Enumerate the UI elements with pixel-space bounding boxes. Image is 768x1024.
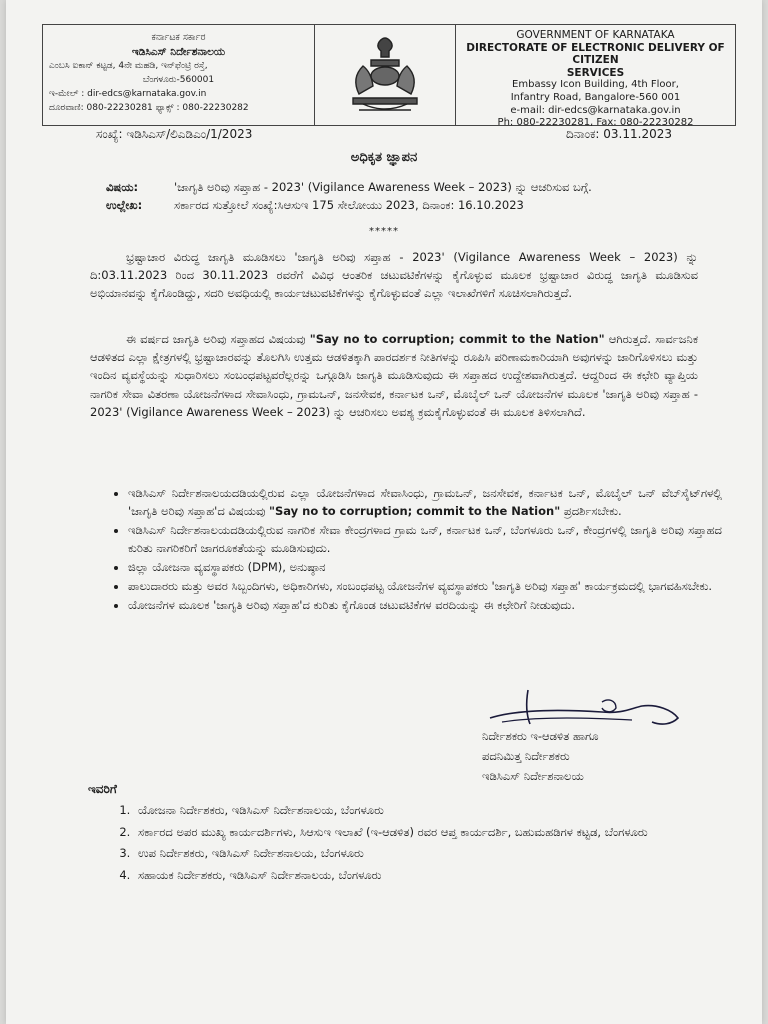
notice-title: ಅಧಿಕೃತ ಜ್ಞಾಪನ bbox=[350, 150, 418, 165]
signatory-office: ಇಡಿಸಿಎಸ್ ನಿರ್ದೇಶನಾಲಯ bbox=[482, 769, 584, 783]
signatory-block bbox=[482, 726, 599, 786]
subject-label: ವಿಷಯ: bbox=[106, 180, 139, 194]
english-address-line1: Embassy Icon Building, 4th Floor, bbox=[512, 79, 679, 91]
english-email: e-mail: dir-edcs@karnataka.gov.in bbox=[510, 104, 681, 116]
paragraph-2-theme: "Say no to corruption; commit to the Nation" bbox=[309, 332, 605, 346]
recipient-item: 2. ಸರ್ಕಾರದ ಅಪರ ಮುಖ್ಯ ಕಾರ್ಯದರ್ಶಿಗಳು, ಸಿಆಸುಇ ಇಲಾಖೆ (ಇ-ಆಡಳಿತ) ರವರ ಆಪ್ತ ಕಾರ್ಯದರ್ಶಿ, ಬಹುಮಹಡಿಗಳ ಕಟ್ಟಡ, ಬೆಂಗಳೂರು bbox=[134, 822, 734, 844]
english-phone: Ph: 080-22230281, Fax: 080-22230282 bbox=[497, 117, 694, 129]
instruction-text: ಇಡಿಸಿಎಸ್ ನಿರ್ದೇಶನಾಲಯದಡಿಯಲ್ಲಿರುವ ನಾಗರಿಕ ಸೇವಾ ಕೇಂದ್ರಗಳಾದ ಗ್ರಾಮ ಒನ್, ಕರ್ನಾಟಕ ಒನ್, ಬೆಂಗಳೂರು ಒನ್, ಕೇಂದ್ರಗಳಲ್ಲಿ ಜಾಗೃತಿ ಅರಿವು ಸಪ್ತಾಹದ ಕುರಿತು ನಾಗರಿಕರಿಗೆ ಜಾಗರೂಕತೆಯನ್ನು ಮೂಡಿಸುವುದು. bbox=[128, 523, 722, 555]
kannada-email: ಇ-ಮೇಲ್ : dir-edcs@karnataka.gov.in bbox=[49, 89, 207, 99]
instruction-item bbox=[128, 521, 722, 557]
letterhead bbox=[42, 24, 736, 129]
recipient-item: 1. ಯೋಜನಾ ನಿರ್ದೇಶಕರು, ಇಡಿಸಿಎಸ್ ನಿರ್ದೇಶನಾಲಯ, ಬೆಂಗಳೂರು bbox=[134, 800, 734, 822]
instruction-text: ಯೋಜನೆಗಳ ಮೂಲಕ 'ಜಾಗೃತಿ ಅರಿವು ಸಪ್ತಾಹ'ದ ಕುರಿತು ಕೈಗೊಂಡ ಚಟುವಟಿಕೆಗಳ ವರದಿಯನ್ನು ಈ ಕಛೇರಿಗೆ ನೀಡುವುದು. bbox=[128, 598, 575, 612]
instruction-item bbox=[128, 577, 722, 595]
kannada-address-line1: ಎಂಬಸಿ ಐಕಾನ್ ಕಟ್ಟಡ, 4ನೇ ಮಹಡಿ, ಇನ್‌ಫೆಂಟ್ರಿ ರಸ್ತೆ, bbox=[49, 61, 208, 71]
document-page bbox=[6, 0, 762, 1024]
instruction-item bbox=[128, 484, 722, 520]
instruction-text: ಪಾಲುದಾರರು ಮತ್ತು ಅವರ ಸಿಬ್ಬಂದಿಗಳು, ಅಧಿಕಾರಿಗಳು, ಸಂಬಂಧಪಟ್ಟ ಯೋಜನೆಗಳ ವ್ಯವಸ್ಥಾಪಕರು 'ಜಾಗೃತಿ ಅರಿವು ಸಪ್ತಾಹ' ಕಾರ್ಯಕ್ರಮದಲ್ಲಿ ಭಾಗವಹಿಸಬೇಕು. bbox=[128, 579, 713, 593]
recipients-list bbox=[106, 800, 734, 886]
reference-text: ಸರ್ಕಾರದ ಸುತ್ತೋಲೆ ಸಂಖ್ಯೆ:ಸಿಆಸುಇ 175 ಸೇಲೋಯು 2023, ದಿನಾಂಕ: 16.10.2023 bbox=[174, 198, 524, 212]
kannada-address-line2: ಬೆಂಗಳೂರು-560001 bbox=[142, 75, 215, 85]
english-dept-name-line2: SERVICES bbox=[566, 66, 625, 79]
kannada-phone: ದೂರವಾಣಿ: 080-22230281 ಫ್ಯಾಕ್ಸ್ : 080-22230282 bbox=[49, 103, 249, 113]
section-divider-stars: ***** bbox=[369, 226, 399, 237]
emblem-icon bbox=[339, 32, 431, 118]
kannada-gov-name: ಕರ್ನಾಟಕ ಸರ್ಕಾರ bbox=[151, 32, 206, 43]
document-date: ದಿನಾಂಕ: 03.11.2023 bbox=[566, 127, 672, 141]
instruction-theme: "Say no to corruption; commit to the Nation" bbox=[269, 504, 561, 518]
letterhead-kannada bbox=[43, 25, 315, 125]
paragraph-2 bbox=[90, 330, 698, 421]
subject-text: 'ಜಾಗೃತಿ ಅರಿವು ಸಪ್ತಾಹ - 2023' (Vigilance Awareness Week – 2023) ನ್ನು ಆಚರಿಸುವ ಬಗ್ಗೆ. bbox=[174, 180, 592, 194]
instruction-text: ಇಡಿಸಿಎಸ್ ನಿರ್ದೇಶನಾಲಯದಡಿಯಲ್ಲಿರುವ ಎಲ್ಲಾ ಯೋಜನೆಗಳಾದ ಸೇವಾಸಿಂಧು, ಗ್ರಾಮಒನ್, ಜನಸೇವಕ, ಕರ್ನಾಟಕ ಒನ್, ಮೊಬೈಲ್ ಒನ್ ವೆಬ್‌ಸೈಟ್‌ಗಳಲ್ಲಿ 'ಜಾಗೃತಿ ಅರಿವು ಸಪ್ತಾಹ'ದ ವಿಷಯವು bbox=[128, 486, 722, 518]
english-gov-name: GOVERNMENT OF KARNATAKA bbox=[516, 29, 675, 41]
paragraph-1: ಭ್ರಷ್ಟಾಚಾರ ವಿರುದ್ಧ ಜಾಗೃತಿ ಮೂಡಿಸಲು 'ಜಾಗೃತಿ ಅರಿವು ಸಪ್ತಾಹ - 2023' (Vigilance Awareness Week – 2023) ನ್ನು ದಿ:03.11.2023 ರಿಂದ 30.11.2023 ರವರೆಗೆ ವಿವಿಧ ಆಂತರಿಕ ಚಟುವಟಿಕೆಗಳನ್ನು ಕೈಗೊಳ್ಳುವ ಮೂಲಕ ಭ್ರಷ್ಟಾಚಾರ ವಿರುದ್ಧ ಜಾಗೃತಿ ಮೂಡಿಸುವ ಅಭಿಯಾನವನ್ನು ಕೈಗೊಂಡಿದ್ದು, ಸದರಿ ಅವಧಿಯಲ್ಲಿ ಕಾರ್ಯಚಟುವಟಿಕೆಗಳನ್ನು ಕೈಗೊಳ್ಳುವಂತೆ ಎಲ್ಲಾ ಇಲಾಖೆಗಳಿಗೆ ಸೂಚಿಸಲಾಗಿರುತ್ತದೆ. bbox=[90, 250, 698, 301]
reference-label: ಉಲ್ಲೇಖ: bbox=[106, 198, 143, 212]
paragraph-2-text-a: ಈ ವರ್ಷದ ಜಾಗೃತಿ ಅರಿವು ಸಪ್ತಾಹದ ವಿಷಯವು bbox=[126, 332, 310, 346]
english-address-line2: Infantry Road, Bangalore-560 001 bbox=[510, 91, 681, 103]
reference-number: ಸಂಖ್ಯೆ: ಇಡಿಸಿಎಸ್/ಲಿಎಡಿಎಂ/1/2023 bbox=[96, 127, 253, 141]
paragraph-2-text-b: ಆಗಿರುತ್ತದೆ. ಸಾರ್ವಜನಿಕ ಆಡಳಿತದ ಎಲ್ಲಾ ಕ್ಷೇತ್ರಗಳಲ್ಲಿ ಭ್ರಷ್ಟಾಚಾರವನ್ನು ತೊಲಗಿಸಿ ಉತ್ತಮ ಆಡಳಿತಕ್ಕಾಗಿ ಪಾರದರ್ಶಕ ನೀತಿಗಳನ್ನು ರೂಪಿಸಿ ಪರಿಣಾಮಕಾರಿಯಾಗಿ ಅವುಗಳನ್ನು ಜಾರಿಗೊಳಿಸಲು ಮತ್ತು ಇಂದಿನ ವ್ಯವಸ್ಥೆಯನ್ನು ಸುಧಾರಿಸಲು ಸಂಬಂಧಪಟ್ಟವರೆಲ್ಲರನ್ನು ಒಗ್ಗೂಡಿಸಿ ಜಾಗೃತಿ ಮೂಡಿಸುವುದು ಈ ಸಪ್ತಾಹದ ಉದ್ದೇಶವಾಗಿರುತ್ತದೆ. ಆದ್ದರಿಂದ ಈ ಕಛೇರಿ ವ್ಯಾಪ್ತಿಯ ನಾಗರಿಕ ಸೇವಾ ವಿತರಣಾ ಯೋಜನೆಗಳಾದ ಸೇವಾಸಿಂಧು, ಗ್ರಾಮಒನ್, ಜನಸೇವಕ, ಕರ್ನಾಟಕ ಒನ್, ಮೊಬೈಲ್ ಒನ್ ಯೋಜನೆಗಳ ಮೂಲಕ 'ಜಾಗೃತಿ ಅರಿವು ಸಪ್ತಾಹ - 2023' (Vigilance Awareness Week – 2023) ನ್ನು ಆಚರಿಸಲು ಅವಶ್ಯ ಕ್ರಮಕೈಗೊಳ್ಳುವಂತೆ ಈ ಮೂಲಕ ತಿಳಿಸಲಾಗಿದೆ. bbox=[90, 332, 698, 419]
recipient-item: 3. ಉಪ ನಿರ್ದೇಶಕರು, ಇಡಿಸಿಎಸ್ ನಿರ್ದೇಶನಾಲಯ, ಬೆಂಗಳೂರು bbox=[134, 843, 734, 865]
state-emblem bbox=[315, 25, 456, 125]
instruction-item bbox=[128, 596, 722, 614]
english-dept-name-line1: DIRECTORATE OF ELECTRONIC DELIVERY OF CITIZEN bbox=[466, 41, 725, 67]
instruction-item bbox=[128, 558, 722, 576]
recipients-label: ಇವರಿಗೆ bbox=[88, 782, 117, 796]
instruction-text-tail: ಪ್ರದರ್ಶಿಸಬೇಕು. bbox=[560, 504, 622, 518]
kannada-dept-name: ಇಡಿಸಿಎಸ್ ನಿರ್ದೇಶನಾಲಯ bbox=[131, 46, 226, 58]
subject-block bbox=[106, 178, 676, 214]
signatory-title-1: ನಿರ್ದೇಶಕರು ಇ-ಆಡಳಿತ ಹಾಗೂ bbox=[482, 729, 599, 743]
recipient-item: 4. ಸಹಾಯಕ ನಿರ್ದೇಶಕರು, ಇಡಿಸಿಎಸ್ ನಿರ್ದೇಶನಾಲಯ, ಬೆಂಗಳೂರು bbox=[134, 865, 734, 887]
letterhead-english bbox=[456, 25, 735, 129]
instruction-text: ಜಿಲ್ಲಾ ಯೋಜನಾ ವ್ಯವಸ್ಥಾಪಕರು (DPM), ಅನುಷ್ಠಾನ bbox=[128, 560, 326, 574]
instruction-list bbox=[106, 484, 722, 615]
signatory-title-2: ಪದನಿಮಿತ್ತ ನಿರ್ದೇಶಕರು bbox=[482, 749, 570, 763]
